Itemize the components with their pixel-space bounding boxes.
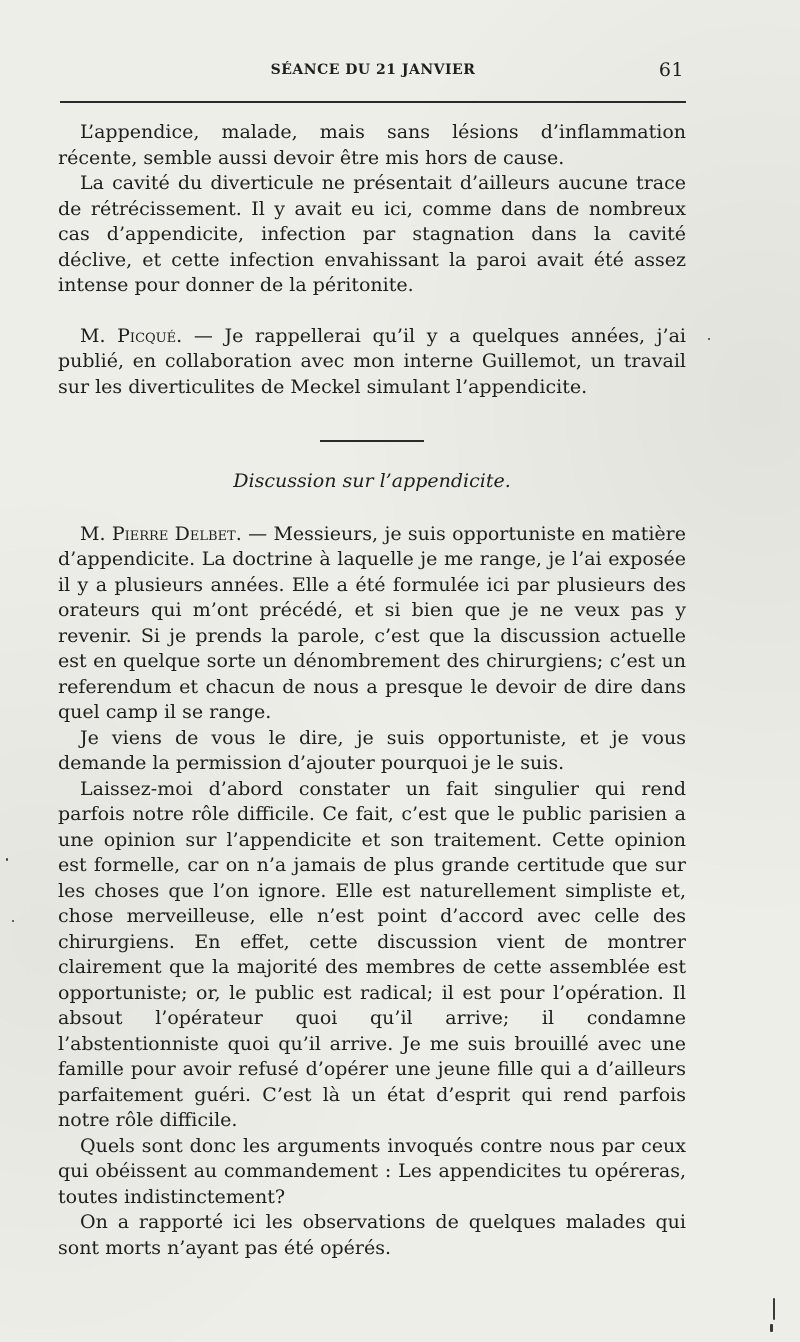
- paper-speck: [708, 338, 710, 340]
- section-title: Discussion sur l’appendicite.: [233, 470, 511, 492]
- speech-delbet: — Messieurs, je suis opportuniste en matière d’appendicite. La doctrine à laquelle je me range, je l’ai exposée il y a plusieurs années. Elle a été formulée ici par plusieurs des orateurs qui m’ont précédé, et si bien que je ne veux pas y revenir. Si je prends la parole, c’est que la discussion actuelle est en quelque sorte un dénombrement des chirurgiens; c’est un referendum et chacun de nous a presque le devoir de dire dans quel camp il se range.: [58, 522, 686, 723]
- speech-picque: — Je rappellerai qu’il y a quelques années, j’ai publié, en collaboration avec mon interne Guillemot, un travail sur les diverticulites de Meckel simulant l’appendicite.: [58, 324, 687, 398]
- header-rule: [60, 101, 686, 103]
- paragraph-1: L’appendice, malade, mais sans lésions d’inflammation récente, semble aussi devoir être mis hors de cause.: [58, 121, 686, 169]
- paragraph-6: Laissez-moi d’abord constater un fait singulier qui rend parfois notre rôle difficile. Ce fait, c’est que le public parisien a une opinion sur l’appendicite et son traitement. Cette opinion est formelle, car on n’a jamais de plus grande certitude que sur les choses que l’on ignore. Elle est naturellement simpliste et, chose merveilleuse, elle n’est point d’accord avec celle des chirurgiens. En effet, cette discussion vient de montrer clairement que la majorité des membres de cette assemblée est opportuniste; or, le public est radical; il est pour l’opération. Il absout l’opérateur quoi qu’il arrive; il condamne l’abstentionniste quoi qu’il arrive. Je me suis brouillé avec une famille pour avoir refusé d’opérer une jeune fille qui a d’ailleurs parfaitement guéri. C’est là un état d’esprit qui rend parfois notre rôle difficile.: [58, 777, 686, 1131]
- paragraph-picque: [58, 324, 686, 401]
- paper-speck: [773, 1298, 775, 1320]
- paragraph-7: Quels sont donc les arguments invoqués contre nous par ceux qui obéissent au commandement : Les appendicites tu opéreras, toutes indistinctement?: [58, 1134, 686, 1208]
- paper-speck: [12, 920, 14, 922]
- running-head: [60, 59, 686, 86]
- paper-speck: [770, 1324, 773, 1332]
- section-divider: [320, 440, 424, 442]
- paragraph-2: La cavité du diverticule ne présentait d’ailleurs aucune trace de rétrécissement. Il y avait eu ici, comme dans de nombreux cas d’appendicite, infection par stagnation dans la cavité déclive, et cette infection envahissant la paroi avait été assez intense pour donner de la péritonite.: [58, 172, 686, 296]
- speaker-delbet: M. Pierre Delbet.: [80, 522, 242, 545]
- page-number: 61: [658, 59, 684, 81]
- paragraph-8: On a rapporté ici les observations de quelques malades qui sont morts n’ayant pas été opérés.: [58, 1211, 686, 1259]
- paragraph-delbet: [58, 522, 686, 726]
- paragraph-5: Je viens de vous le dire, je suis opportuniste, et je vous demande la permission d’ajouter pourquoi je le suis.: [58, 726, 686, 774]
- paper-speck: [6, 858, 8, 861]
- speaker-picque: M. Picqué.: [80, 324, 183, 347]
- body-text: [58, 120, 686, 1261]
- running-head-title: SÉANCE DU 21 JANVIER: [270, 62, 476, 78]
